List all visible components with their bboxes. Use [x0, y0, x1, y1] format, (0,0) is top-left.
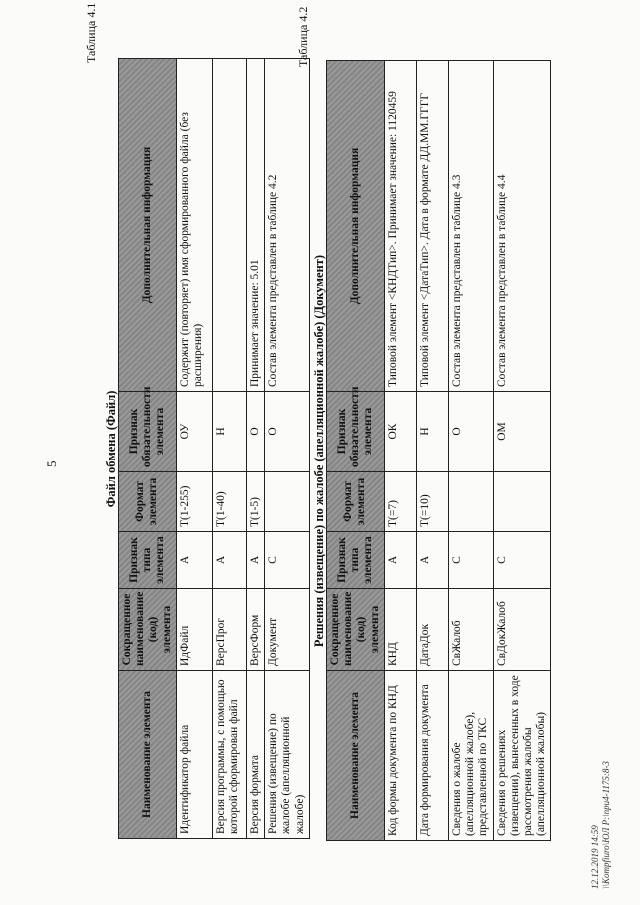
footer-path: \\Kompfiuro\ЮЛ P:\при4-1175:8-3 — [600, 761, 611, 889]
footer-timestamp: 12.12.2019 14:59 — [590, 825, 600, 889]
cell-type: А — [212, 532, 246, 589]
cell-name: Решения (извещение) по жалобе (апелляционной жалобе) — [265, 671, 310, 839]
cell-required: ОК — [384, 392, 416, 472]
cell-required: ОМ — [493, 392, 551, 472]
table-row — [493, 61, 551, 841]
col-header-info: Дополнительная информация — [327, 61, 385, 392]
cell-info: Принимает значение: 5.01 — [246, 59, 264, 392]
cell-required: О — [246, 392, 264, 472]
cell-type: А — [384, 532, 416, 589]
cell-info: Состав элемента представлен в таблице 4.3 — [448, 61, 493, 392]
cell-name: Версия формата — [246, 671, 264, 839]
cell-info — [212, 59, 246, 392]
table-4-1 — [118, 58, 310, 839]
cell-info: Состав элемента представлен в таблице 4.2 — [265, 59, 310, 392]
col-header-required: Признак обязательности элемента — [327, 392, 385, 472]
table-row — [265, 59, 310, 839]
col-header-info: Дополнительная информация — [119, 59, 177, 392]
table-row — [212, 59, 246, 839]
table-row — [448, 61, 493, 841]
cell-required: Н — [212, 392, 246, 472]
cell-format: T(1-5) — [246, 472, 264, 532]
cell-code: ВерсФорм — [246, 589, 264, 671]
cell-info: Состав элемента представлен в таблице 4.4 — [493, 61, 551, 392]
cell-info: Содержит (повторяет) имя сформированного файла (без расширения) — [176, 59, 212, 392]
cell-code: ДатаДок — [416, 589, 448, 671]
col-header-format: Формат элемента — [119, 472, 177, 532]
cell-name: Код формы документа по КНД — [384, 671, 416, 841]
cell-type: С — [265, 532, 310, 589]
table2-label: Таблица 4.2 — [296, 6, 310, 67]
table1-caption: Файл обмена (Файл) — [104, 390, 118, 508]
col-header-name: Наименование элемента — [119, 671, 177, 839]
cell-format: T(1-255) — [176, 472, 212, 532]
col-header-type: Признак типа элемента — [327, 532, 385, 589]
col-header-name: Наименование элемента — [327, 671, 385, 841]
table-row — [416, 61, 448, 841]
cell-required: Н — [416, 392, 448, 472]
cell-format — [448, 472, 493, 532]
cell-name: Идентификатор файла — [176, 671, 212, 839]
col-header-required: Признак обязательности элемента — [119, 392, 177, 472]
cell-info: Типовой элемент <КНДТип>. Принимает значение: 1120459 — [384, 61, 416, 392]
cell-required: ОУ — [176, 392, 212, 472]
cell-format — [265, 472, 310, 532]
cell-type: С — [493, 532, 551, 589]
cell-format — [493, 472, 551, 532]
cell-format: T(1-40) — [212, 472, 246, 532]
footer-stamp — [590, 761, 612, 889]
cell-code: КНД — [384, 589, 416, 671]
cell-required: О — [448, 392, 493, 472]
cell-format: T(=7) — [384, 472, 416, 532]
cell-code: СвДокЖалоб — [493, 589, 551, 671]
col-header-code: Сокращенное наименование (код) элемента — [327, 589, 385, 671]
table-4-2 — [326, 60, 551, 841]
cell-info: Типовой элемент <ДатаТип>. Дата в формате ДД.ММ.ГГГГ — [416, 61, 448, 392]
cell-type: А — [176, 532, 212, 589]
table-row — [246, 59, 264, 839]
cell-code: СвЖалоб — [448, 589, 493, 671]
cell-required: О — [265, 392, 310, 472]
cell-name: Сведения о жалобе (апелляционной жалобе), представленной по ТКС — [448, 671, 493, 841]
cell-type: А — [246, 532, 264, 589]
cell-code: Документ — [265, 589, 310, 671]
cell-name: Сведения о решениях (извещении), вынесенных в ходе рассмотрения жалобы (апелляционной жалобы) — [493, 671, 551, 841]
cell-type: С — [448, 532, 493, 589]
table-row — [384, 61, 416, 841]
cell-name: Дата формирования документа — [416, 671, 448, 841]
cell-name: Версия программы, с помощью которой сформирован файл — [212, 671, 246, 839]
table1-label: Таблица 4.1 — [84, 2, 98, 63]
table-row — [176, 59, 212, 839]
cell-code: ВерсПрог — [212, 589, 246, 671]
page-number: 5 — [44, 460, 59, 467]
cell-type: А — [416, 532, 448, 589]
col-header-code: Сокращенное наименование (код) элемента — [119, 589, 177, 671]
cell-code: ИдФайл — [176, 589, 212, 671]
col-header-type: Признак типа элемента — [119, 532, 177, 589]
table2-caption: Решения (извещение) по жалобе (апелляционной жалобе) (Документ) — [312, 254, 326, 648]
cell-format: T(=10) — [416, 472, 448, 532]
col-header-format: Формат элемента — [327, 472, 385, 532]
